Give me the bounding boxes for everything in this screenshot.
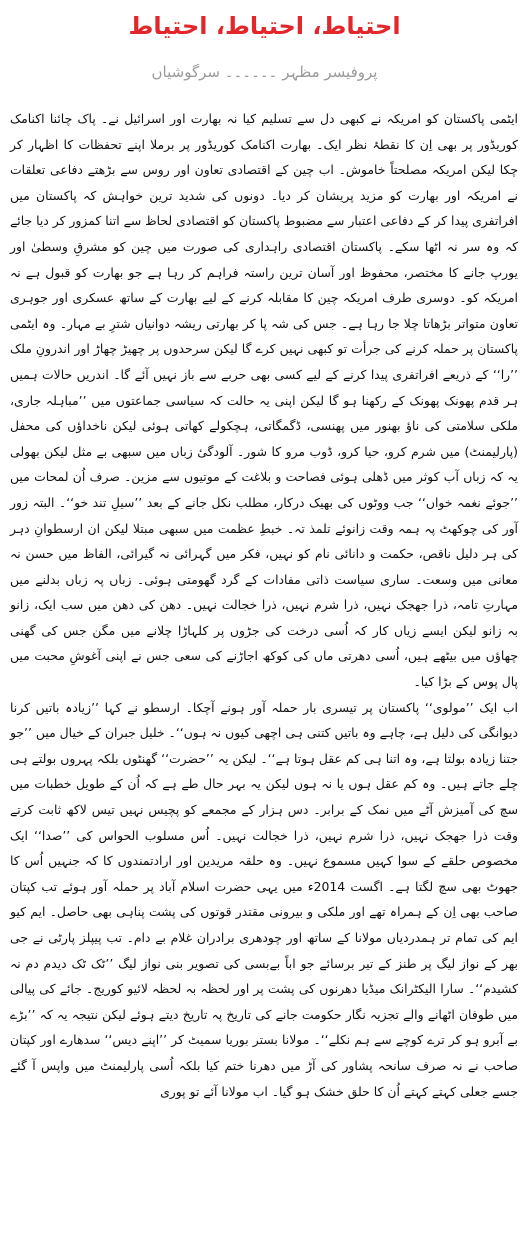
article-paragraph: اب ایک ’’مولوی‘‘ پاکستان پر تیسری بار حملہ آور ہونے آچکا۔ ارسطو نے کہا ’’زیادہ باتیں کرنا دیوانگی کی دلیل ہے، چاہے وہ باتیں کتنی ہی اچھی کیوں نہ ہوں‘‘۔ خلیل جبران کے خیال میں ’’جو جتنا زیادہ بولتا ہے، وہ اتنا ہی کم عقل ہوتا ہے‘‘۔ لیکن یہ ’’حضرت‘‘ گھنٹوں بلکہ پہروں بولتے ہی چلے جاتے ہیں۔ وہ کم عقل ہوں یا نہ ہوں لیکن یہ بہر حال طے ہے کہ اُن کے طویل خطبات میں سچ کی آمیزش آٹے میں نمک کے برابر۔ دس ہزار کے مجمعے کو پچیس نہیں تیس لاکھ ثابت کرتے وقت ذرا جھجک نہیں، ذرا شرم نہیں، ذرا خجالت نہیں۔ اُس مسلوب الحواس کی ’’صدا‘‘ ایک مخصوص حلقے کے سوا کہیں مسموع نہیں۔ وہ حلقہ مریدین اور ارادتمندوں کا کہ جنہیں اُس کا جھوٹ بھی سچ لگتا ہے۔ اگست 2014ء میں یہی حضرت اسلام آباد پر حملہ آور ہوئے تب کپتان صاحب بھی اِن کے ہمراہ تھے اور ملکی و بیرونی مقتدر قوتوں کی پشت پناہی بھی حاصل۔ ایم کیو ایم کی تمام تر ہمدردیاں مولانا کے ساتھ اور چودھری برادران غلام بے دام۔ تب پیپلز پارٹی نے جی بھر کے نواز لیگ پر طنز کے تیر برسائے جو اباً بےبسی کی تصویر بنی نواز لیگ ’’ٹک ٹک دیدم دم نہ کشیدم‘‘۔ سارا الیکٹرانک میڈیا دھرنوں کی پشت پر اور لحظہ بہ لحظہ لائیو کوریج۔ جائے کی پیالی میں طوفان اٹھانے والے تجزیہ نگار حکومت جانے کی تاریخ پہ تاریخ دیتے ہوئے لیکن نتیجہ یہ کہ ’’بڑے بے آبرو ہو کر ترے کوچے سے ہم نکلے‘‘۔ مولانا بستر بوریا سمیٹ کر ’’اپنے دیس‘‘ سدھارے اور کپتان صاحب نے نہ صرف سانحہ پشاور کی آڑ میں دھرنا ختم کیا بلکہ اُسی پارلیمنٹ میں واپس آ گئے جسے جعلی کہتے کہتے اُن کا حلق خشک ہو گیا۔ اب مولانا آئے تو پوری (10, 699, 518, 1099)
article-headline: احتیاط، احتیاط، احتیاط (128, 12, 401, 40)
article-body (10, 106, 518, 1104)
article-byline: پروفیسر مظہر ۔۔۔۔۔۔ سرگوشیاں (151, 63, 378, 81)
article-paragraph: ایٹمی پاکستان کو امریکہ نے کبھی دل سے تسلیم کیا نہ بھارت اور اسرائیل نے۔ پاک چائنا اکنامک کوریڈور پر بھی اِن کا نقطۂ نظر ایک۔ بھارت اکنامک کوریڈور پر برملا اپنے تحفظات کا اظہار کر چکا لیکن امریکہ مصلحتاً خاموش۔ اب چین کے اقتصادی تعاون اور روس سے بڑھتے دفاعی تعلقات نے امریکہ اور بھارت کو مزید پریشان کر دیا۔ دونوں کی شدید ترین خواہش کہ پاکستان میں افراتفری پیدا کر کے دفاعی اعتبار سے مضبوط پاکستان کو اقتصادی لحاظ سے اتنا کمزور کر دیا جائے کہ وہ سر نہ اٹھا سکے۔ پاکستان اقتصادی راہداری کی صورت میں چین کو مشرقِ وسطیٰ اور یورپ جانے کا مختصر، محفوظ اور آسان ترین راستہ فراہم کر رہا ہے جو بھارت کو قبول ہے نہ امریکہ کو۔ دوسری طرف امریکہ چین کا مقابلہ کرنے کے لیے بھارت کے ساتھ عسکری اور جوہری تعاون متواتر بڑھاتا چلا جا رہا ہے۔ جس کی شہ پا کر بھارتی ریشہ دوانیاں شترِ بے مہار۔ وہ ایٹمی پاکستان پر حملہ کرنے کی جرأت تو کبھی نہیں کرے گا لیکن سرحدوں پر چھیڑ چھاڑ اور اندرونِ ملک ’’را‘‘ کے ذریعے افراتفری پیدا کرنے کے لیے کسی بھی حربے سے باز نہیں آئے گا۔ اندریں حالات ہمیں ہر قدم پھونک پھونک کے رکھنا ہو گا لیکن اپنی یہ حالت کہ سیاسی جماعتوں میں ’’مباہلہ جاری، ملکی سلامتی کی ناؤ بھنور میں پھنسی، ڈگمگاتی، ہچکولے کھاتی ہوئی لیکن ناخداؤں کی محفل (پارلیمنٹ) میں شرم کرو، حیا کرو، ڈوب مرو کا شور۔ آلودگیٔ زباں میں سبھی بے مثل لیکن بھولی یہ کہ زباں آب کوثر میں ڈھلی ہوئی فصاحت و بلاغت کے موتیوں سے مزین۔ صرف اُن لمحات میں ’’جوئے نغمہ خواں‘‘ جب ووٹوں کی بھیک درکار، مطلب نکل جانے کے بعد ’’سیلِ تند خو‘‘۔ البتہ زور آور کی چوکھٹ پہ ہمہ وقت زانوئے تلمذ تہ۔ خبطِ عظمت میں سبھی مبتلا لیکن ان ارسطوانِ دہر کی ہر دلیل ناقص، حکمت و دانائی نام کو نہیں، فکر میں گہرائی نہ گیرائی، الفاظ میں حسن نہ معانی میں وسعت۔ ساری سیاست ذاتی مفادات کے گرد گھومتی ہوئی۔ زباں پہ زباں بدلنے میں مہارتِ تامہ، ذرا جھجک نہیں، ذرا شرم نہیں، ذرا خجالت نہیں۔ دھن کی دھن میں سب ایک، زانو بہ زانو لیکن ایسے زیاں کار کہ اُسی درخت کی جڑوں پر کلہاڑا چلانے میں مگن جس کی گھنی چھاؤں میں بیٹھے ہیں، اُسی دھرتی ماں کی کوکھ اجاڑنے کی سعی جس نے اپنی آغوشِ محبت میں پال پوس کے بڑا کیا۔ (10, 111, 518, 690)
